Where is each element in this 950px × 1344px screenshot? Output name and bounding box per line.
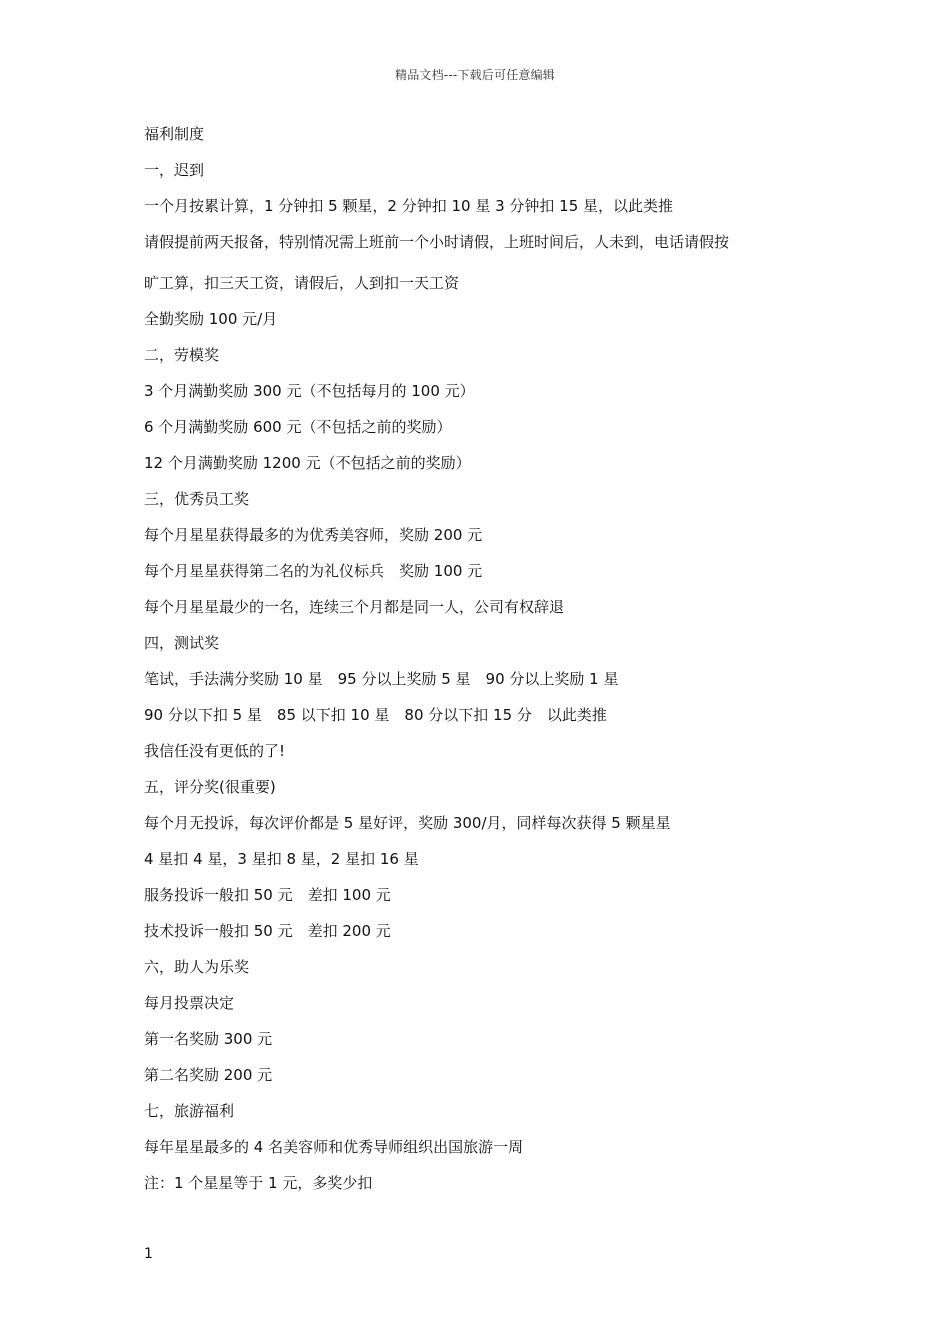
text-line: 90 分以下扣 5 星 85 以下扣 10 星 80 分以下扣 15 分 以此类推	[144, 706, 607, 724]
page-number: 1	[144, 1246, 153, 1262]
text-line: 服务投诉一般扣 50 元 差扣 100 元	[144, 886, 391, 904]
text-line: 旷工算，扣三天工资，请假后，人到扣一天工资	[144, 274, 460, 292]
text-line: 每个月无投诉，每次评价都是 5 星好评，奖励 300/月，同样每次获得 5 颗星星	[144, 814, 671, 832]
text-line: 全勤奖励 100 元/月	[144, 310, 278, 328]
section-heading: 七，旅游福利	[144, 1102, 235, 1120]
text-line: 每个月星星获得第二名的为礼仪标兵 奖励 100 元	[144, 562, 483, 580]
text-line: 请假提前两天报备，特别情况需上班前一个小时请假，上班时间后，人未到，电话请假按	[144, 233, 730, 251]
footnote: 注：1 个星星等于 1 元，多奖少扣	[144, 1174, 373, 1192]
text-line: 笔试，手法满分奖励 10 星 95 分以上奖励 5 星 90 分以上奖励 1 星	[144, 670, 619, 688]
text-line: 每个月星星获得最多的为优秀美容师，奖励 200 元	[144, 526, 483, 544]
text-line: 第一名奖励 300 元	[144, 1030, 273, 1048]
text-line: 一个月按累计算，1 分钟扣 5 颗星，2 分钟扣 10 星 3 分钟扣 15 星，以此类推	[144, 197, 674, 215]
text-line: 我信任没有更低的了!	[144, 742, 286, 760]
section-heading: 二，劳模奖	[144, 346, 220, 364]
text-line: 4 星扣 4 星，3 星扣 8 星，2 星扣 16 星	[144, 850, 419, 868]
text-line: 技术投诉一般扣 50 元 差扣 200 元	[144, 922, 391, 940]
text-line: 3 个月满勤奖励 300 元（不包括每月的 100 元）	[144, 382, 475, 400]
section-heading: 六，助人为乐奖	[144, 958, 250, 976]
section-heading: 四，测试奖	[144, 634, 220, 652]
section-heading: 五，评分奖(很重要)	[144, 778, 276, 796]
section-heading: 三，优秀员工奖	[144, 490, 250, 508]
text-line: 第二名奖励 200 元	[144, 1066, 273, 1084]
text-line: 每年星星最多的 4 名美容师和优秀导师组织出国旅游一周	[144, 1138, 524, 1156]
text-line: 6 个月满勤奖励 600 元（不包括之前的奖励）	[144, 418, 452, 436]
page-header: 精品文档---下载后可任意编辑	[395, 68, 555, 82]
document-title: 福利制度	[144, 125, 205, 143]
text-line: 12 个月满勤奖励 1200 元（不包括之前的奖励）	[144, 454, 471, 472]
text-line: 每个月星星最少的一名，连续三个月都是同一人，公司有权辞退	[144, 598, 565, 616]
section-heading: 一，迟到	[144, 161, 205, 179]
text-line: 每月投票决定	[144, 994, 235, 1012]
